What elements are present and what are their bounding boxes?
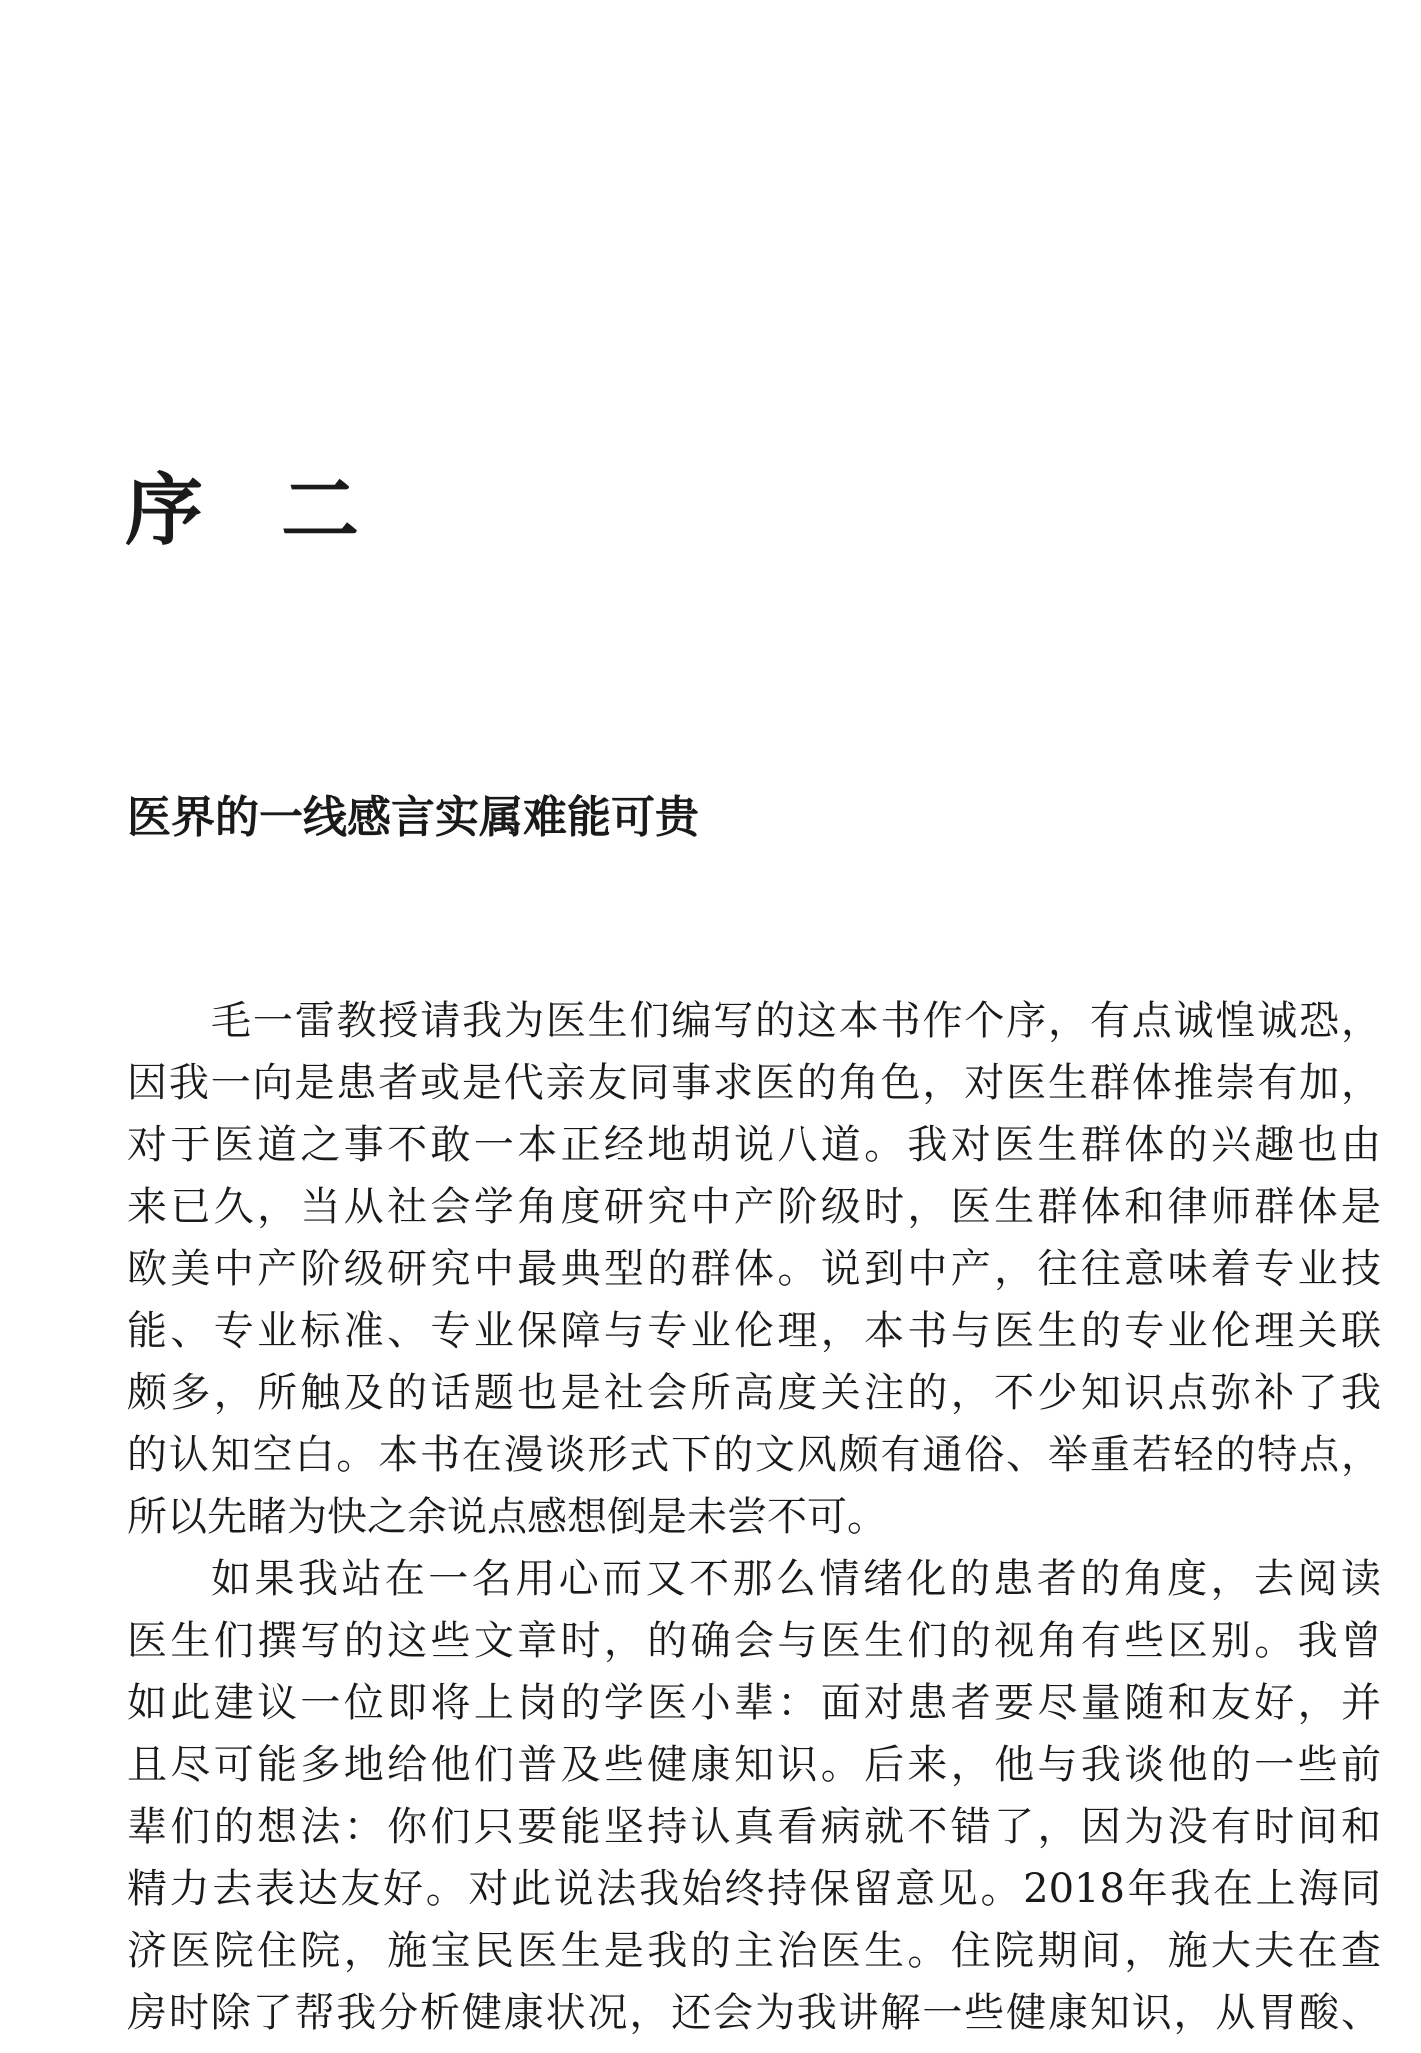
text-line: 精力去表达友好。对此说法我始终持保留意见。2018年我在上海同 [127,1866,1381,1912]
text-line: 所以先睹为快之余说点感想倒是未尝不可。 [127,1494,887,1540]
section-heading: 医界的一线感言实属难能可贵 [127,792,699,843]
text-line: 的认知空白。本书在漫谈形式下的文风颇有通俗、举重若轻的特点， [127,1432,1381,1478]
chapter-title-char-2: 二 [281,465,360,556]
text-line: 来已久，当从社会学角度研究中产阶级时，医生群体和律师群体是 [127,1184,1381,1230]
text-line: 能、专业标准、专业保障与专业伦理，本书与医生的专业伦理关联 [127,1308,1381,1354]
text-line: 因我一向是患者或是代亲友同事求医的角色，对医生群体推崇有加， [127,1060,1381,1106]
body-text [127,990,1381,2044]
text-line: 辈们的想法：你们只要能坚持认真看病就不错了，因为没有时间和 [127,1804,1381,1850]
text-line: 医生们撰写的这些文章时，的确会与医生们的视角有些区别。我曾 [127,1618,1381,1664]
chapter-title-char-1: 序 [125,465,204,556]
text-line: 且尽可能多地给他们普及些健康知识。后来，他与我谈他的一些前 [127,1742,1381,1788]
text-line: 对于医道之事不敢一本正经地胡说八道。我对医生群体的兴趣也由 [127,1122,1381,1168]
text-line: 颇多，所触及的话题也是社会所高度关注的，不少知识点弥补了我 [127,1370,1381,1416]
text-line: 毛一雷教授请我为医生们编写的这本书作个序，有点诚惶诚恐， [211,998,1381,1044]
text-line: 如此建议一位即将上岗的学医小辈：面对患者要尽量随和友好，并 [127,1680,1381,1726]
text-line: 房时除了帮我分析健康状况，还会为我讲解一些健康知识，从胃酸、 [127,1990,1381,2036]
text-line: 如果我站在一名用心而又不那么情绪化的患者的角度，去阅读 [211,1556,1381,1602]
text-line: 济医院住院，施宝民医生是我的主治医生。住院期间，施大夫在查 [127,1928,1381,1974]
text-line: 欧美中产阶级研究中最典型的群体。说到中产，往往意味着专业技 [127,1246,1381,1292]
chapter-title [125,466,359,556]
